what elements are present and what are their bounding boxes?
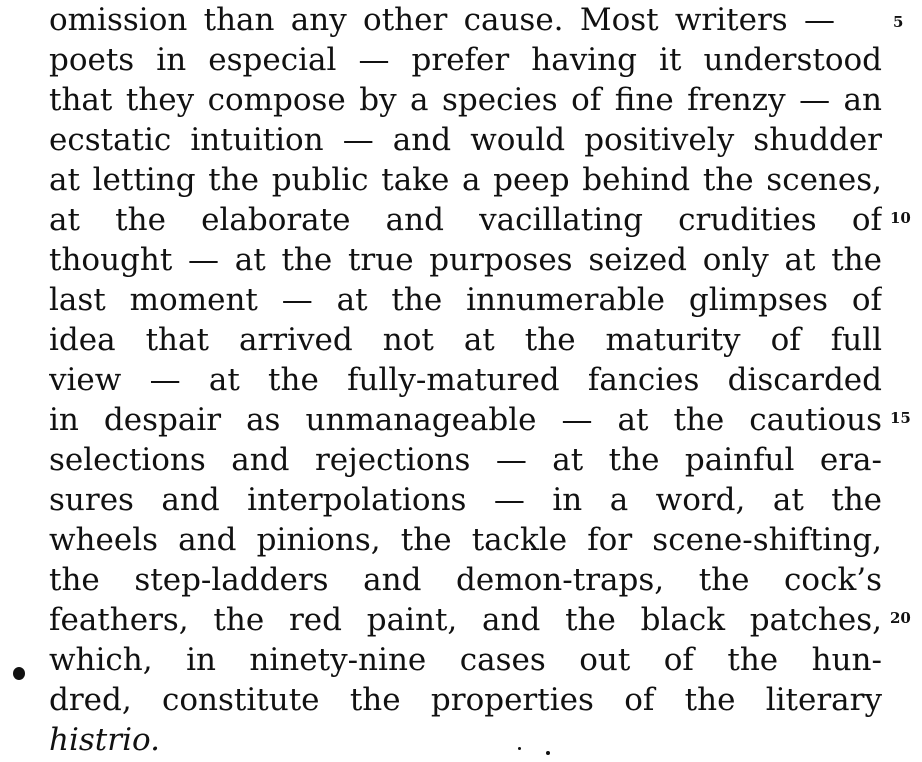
text-line-4: ecstatic intuition — and would positively shudder <box>49 122 882 158</box>
text-line-15: the step-ladders and demon-traps, the cock’s <box>49 562 882 598</box>
text-line-12: selections and rejections — at the painful era- <box>49 442 882 478</box>
text-line-2: poets in especial — prefer having it understood <box>49 42 882 78</box>
text-line-17: which, in ninety-nine cases out of the hun- <box>49 642 882 678</box>
text-line-18: dred, constitute the properties of the literary <box>49 682 882 718</box>
line-number-10: 10 <box>890 209 911 227</box>
text-line-14: wheels and pinions, the tackle for scene-shifting, <box>49 522 882 558</box>
ink-speck <box>518 747 521 750</box>
text-line-13: sures and interpolations — in a word, at the <box>49 482 882 518</box>
text-line-9: idea that arrived not at the maturity of full <box>49 322 882 358</box>
text-line-7: thought — at the true purposes seized only at the <box>49 242 882 278</box>
text-line-10: view — at the fully-matured fancies discarded <box>49 362 882 398</box>
ink-speck <box>13 667 25 680</box>
text-line-6: at the elaborate and vacillating crudities of <box>49 202 882 238</box>
text-line-16: feathers, the red paint, and the black patches, <box>49 602 882 638</box>
line-number-15: 15 <box>890 409 911 427</box>
text-line-8: last moment — at the innumerable glimpses of <box>49 282 882 318</box>
ink-speck <box>546 751 550 755</box>
line-number-20: 20 <box>890 609 911 627</box>
text-line-1: omission than any other cause. Most writers — <box>49 2 835 38</box>
text-line-5: at letting the public take a peep behind the scenes, <box>49 162 882 198</box>
text-line-3: that they compose by a species of fine frenzy — an <box>49 82 882 118</box>
text-line-19: histrio. <box>49 722 160 758</box>
line-number-5: 5 <box>893 13 904 31</box>
text-line-11: in despair as unmanageable — at the cautious <box>49 402 882 438</box>
